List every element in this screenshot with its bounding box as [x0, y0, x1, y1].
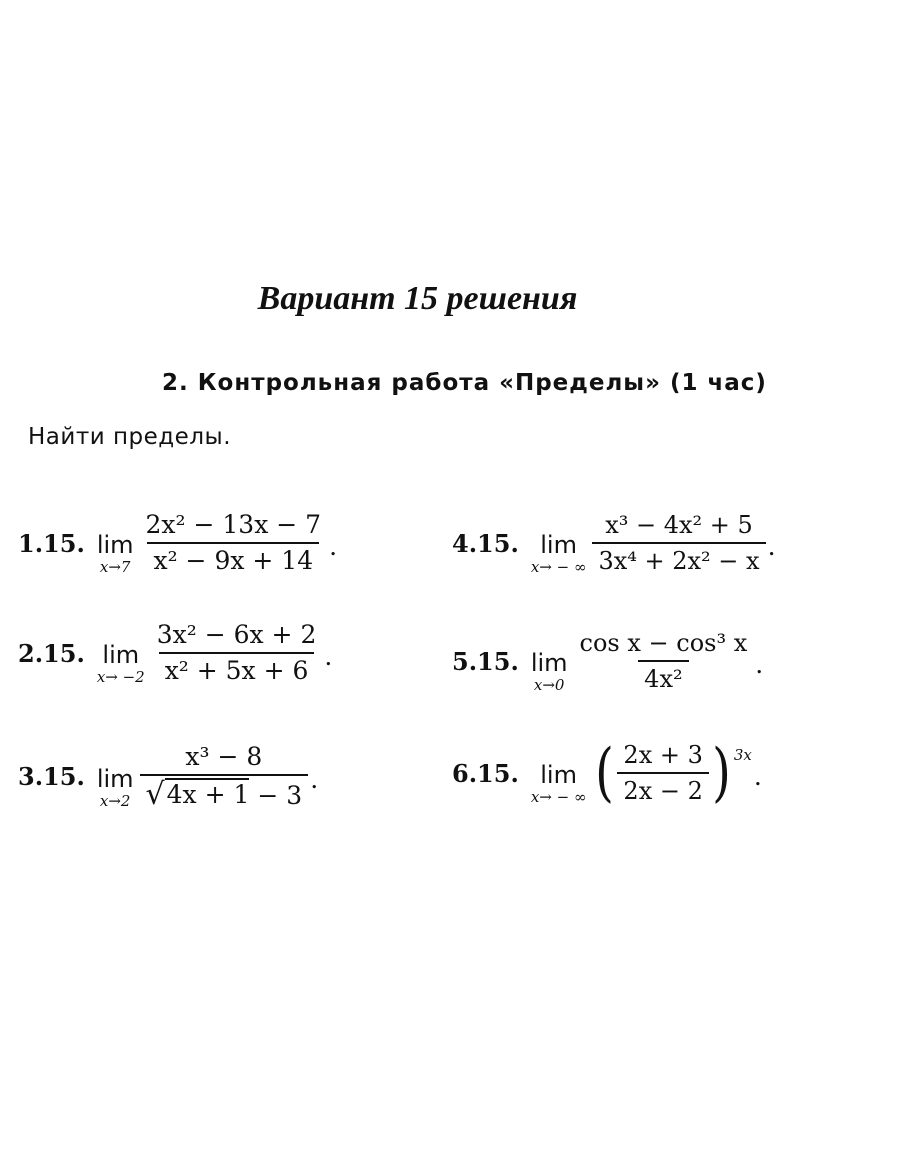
- numerator: cos x − cos³ x: [579, 629, 748, 657]
- problem-3: [18, 742, 318, 811]
- numerator: 2x² − 13x − 7: [145, 510, 322, 539]
- lim-word: lim: [96, 531, 134, 559]
- problem-number: 1.15.: [18, 528, 85, 558]
- fraction: [617, 740, 708, 806]
- denominator-rest: − 3: [257, 781, 303, 810]
- limit-operator: [97, 766, 134, 810]
- limit-approach: x→2: [99, 791, 131, 810]
- fraction: [151, 620, 323, 686]
- problem-6: [452, 736, 762, 810]
- right-paren: ): [711, 736, 731, 810]
- problem-4: [452, 510, 776, 576]
- limit-operator: [97, 642, 145, 686]
- numerator: 3x² − 6x + 2: [156, 620, 317, 649]
- problem-number: 3.15.: [18, 762, 85, 791]
- problem-2: [18, 620, 332, 686]
- radicand: 4x + 1: [166, 780, 250, 809]
- lim-word: lim: [96, 764, 134, 793]
- fraction: [574, 628, 754, 694]
- period: .: [767, 531, 776, 561]
- numerator: 2x + 3: [623, 741, 703, 769]
- problem-number: 2.15.: [18, 638, 85, 668]
- problem-5: [452, 628, 763, 694]
- lim-word: lim: [530, 649, 568, 677]
- limit-approach: x→ − ∞: [530, 558, 587, 576]
- limit-operator: [97, 532, 134, 576]
- limit-operator: [531, 532, 587, 576]
- denominator: 2x − 2: [617, 772, 708, 806]
- problem-number: 4.15.: [452, 528, 519, 558]
- denominator: x² − 9x + 14: [147, 542, 319, 576]
- period: .: [324, 641, 333, 671]
- problem-number: 6.15.: [452, 758, 519, 788]
- limit-operator: [531, 762, 587, 806]
- lim-word: lim: [540, 531, 577, 559]
- square-root: [146, 778, 250, 810]
- period: .: [310, 765, 319, 794]
- problem-1: [18, 510, 337, 576]
- numerator: x³ − 4x² + 5: [605, 511, 753, 539]
- exponent: 3x: [733, 746, 752, 764]
- fraction: [140, 742, 309, 811]
- limit-approach: x→0: [533, 676, 565, 694]
- problem-number: 5.15.: [452, 646, 519, 676]
- period: .: [755, 649, 764, 679]
- page-title: Вариант 15 решения: [257, 280, 578, 317]
- period: .: [329, 531, 338, 561]
- limit-approach: x→7: [99, 558, 131, 576]
- left-paren: (: [595, 736, 615, 810]
- fraction: [140, 510, 328, 576]
- period: .: [753, 761, 762, 791]
- limit-approach: x→ −2: [96, 668, 145, 686]
- limit-operator: [531, 650, 568, 694]
- section-heading: 2. Контрольная работа «Пределы» (1 час): [162, 370, 767, 396]
- lim-word: lim: [540, 761, 577, 789]
- denominator: 3x⁴ + 2x² − x: [592, 542, 765, 576]
- fraction: [592, 510, 765, 576]
- lim-word: lim: [102, 641, 140, 669]
- instruction-text: Найти пределы.: [28, 424, 232, 450]
- denominator: x² + 5x + 6: [159, 652, 315, 686]
- denominator: [140, 774, 309, 811]
- numerator: x³ − 8: [185, 742, 263, 771]
- limit-approach: x→ − ∞: [530, 788, 587, 806]
- denominator: 4x²: [638, 660, 688, 694]
- radical-sign-icon: √: [145, 777, 165, 812]
